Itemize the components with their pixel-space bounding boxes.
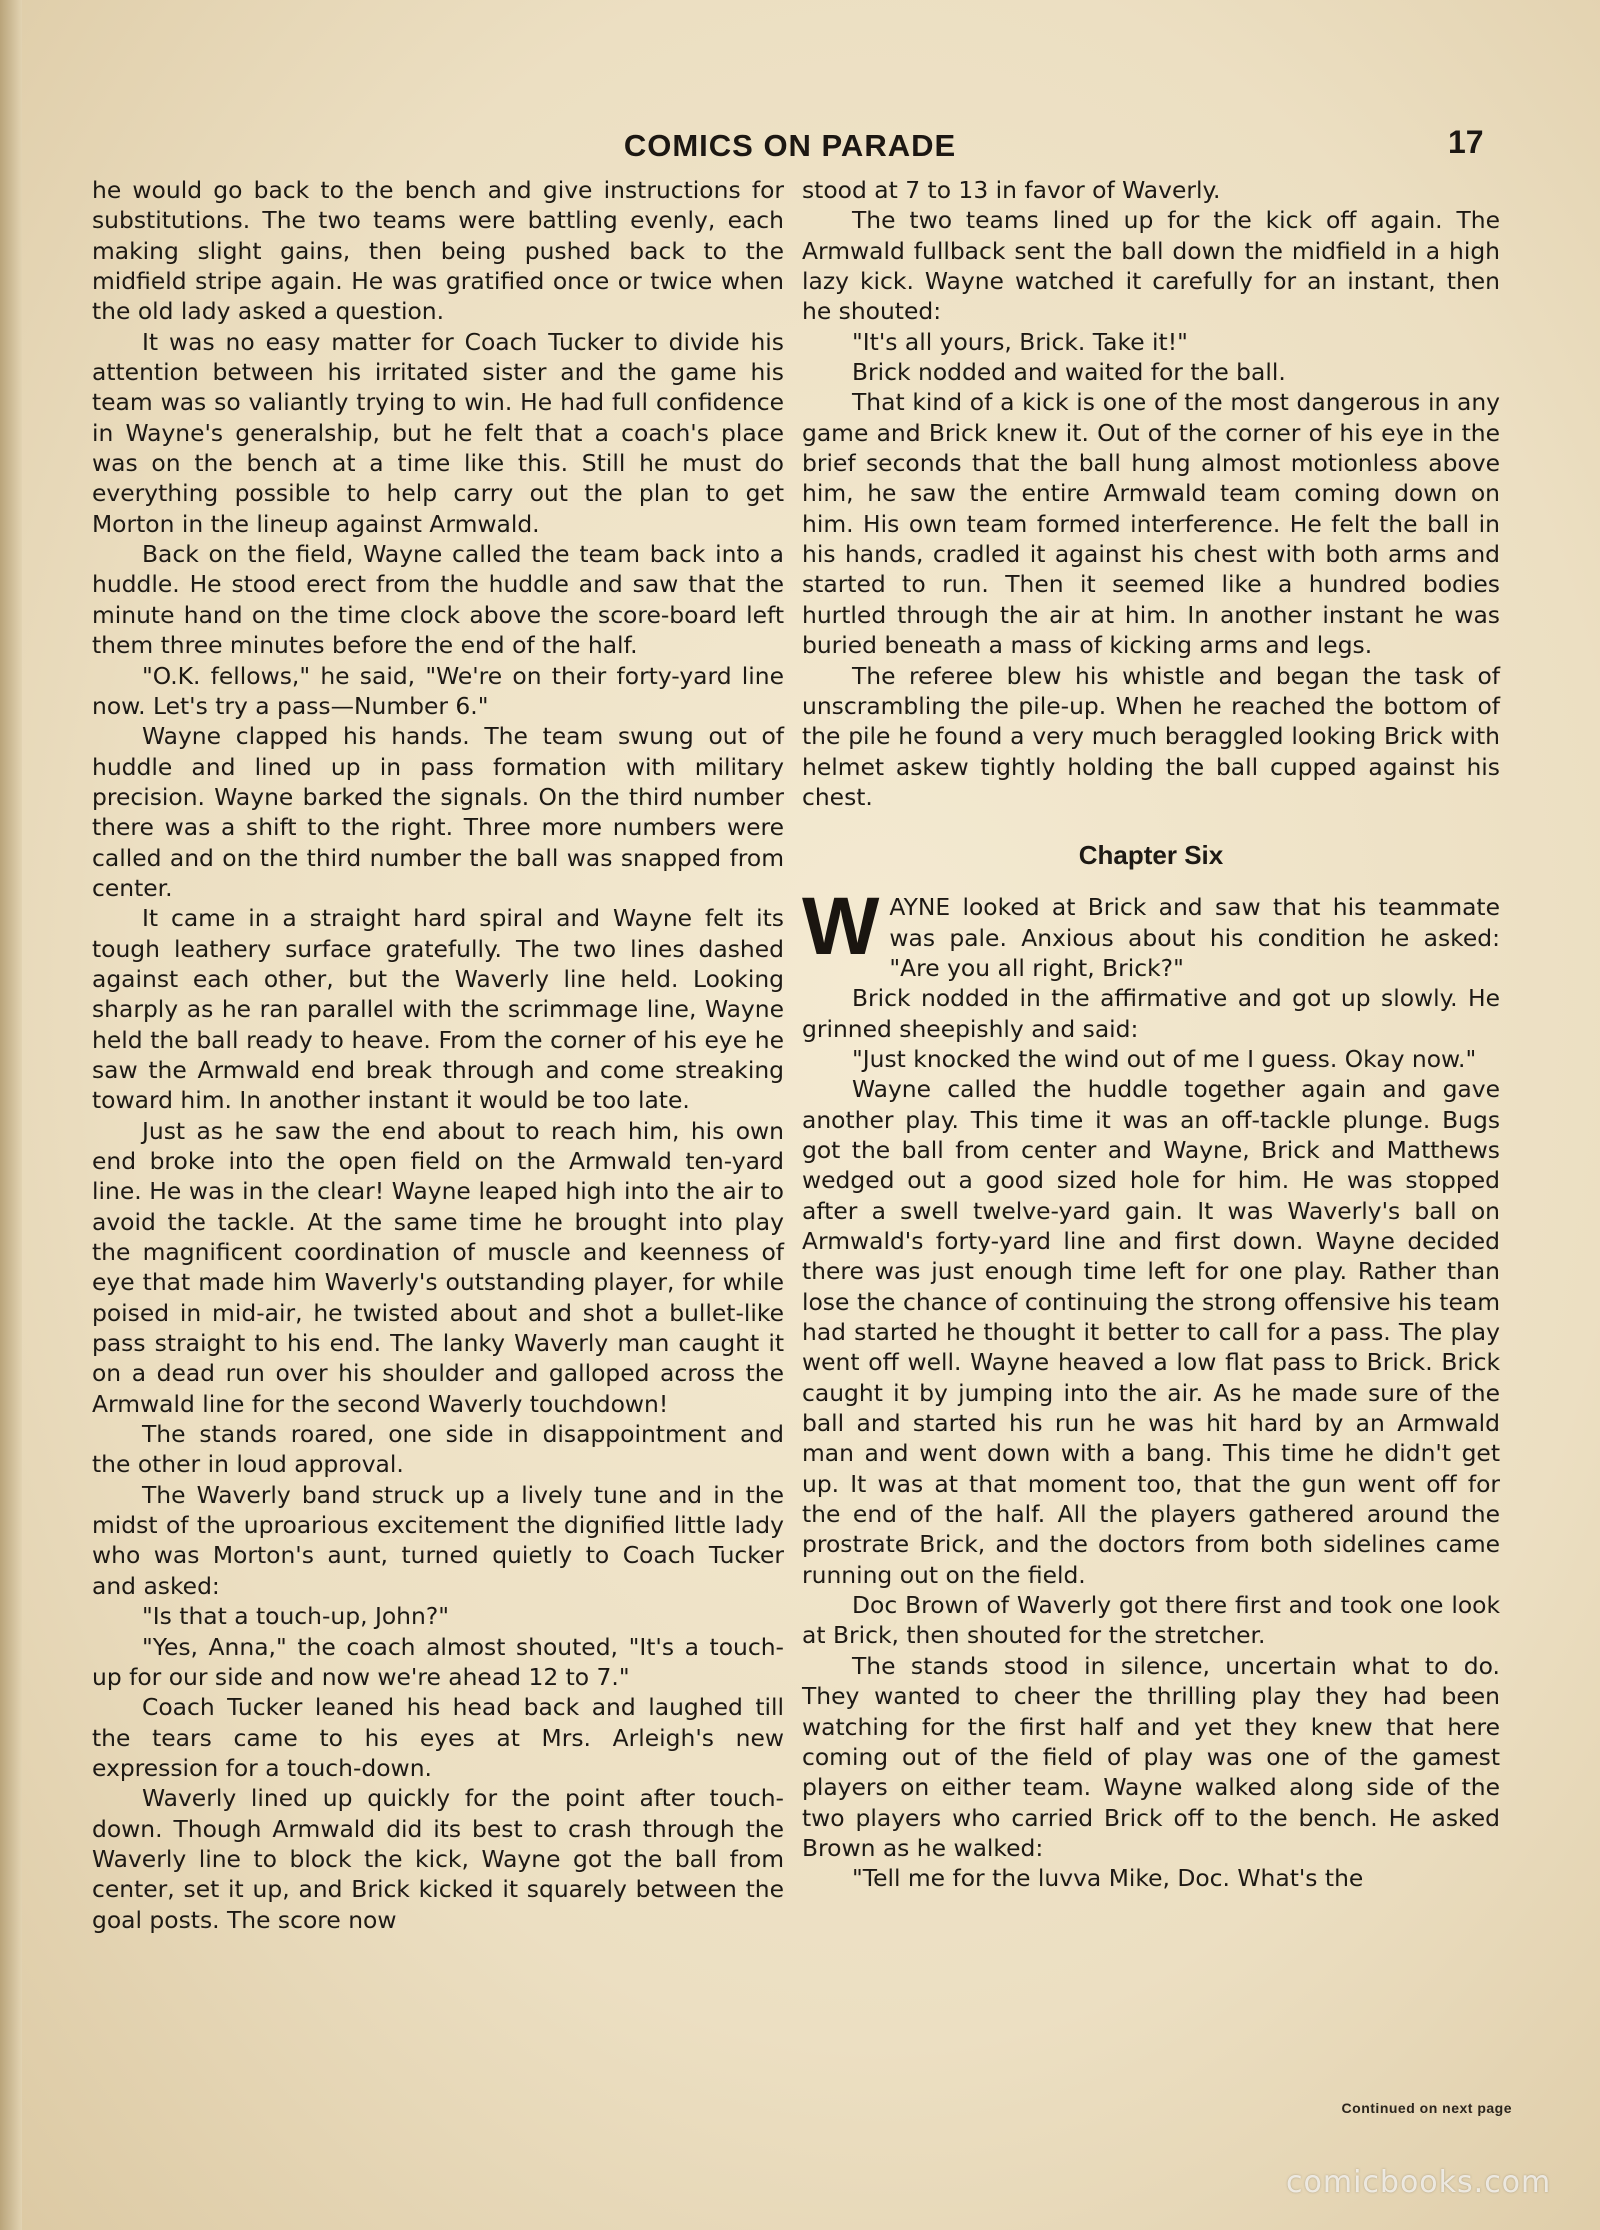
paragraph: "Just knocked the wind out of me I guess. Okay now." <box>852 1044 1477 1073</box>
paragraph: "O.K. fellows," he said, "We're on their forty-yard line now. Let's try a pass—Number 6." <box>92 661 784 720</box>
paragraph: "It's all yours, Brick. Take it!" <box>852 327 1188 356</box>
paragraph: he would go back to the bench and give instructions for substitutions. The two teams were battling evenly, each making slight gains, then being pushed back to the midfield stripe again. He was gratified once or twice when the old lady asked a question. <box>92 176 784 326</box>
paragraph: Brick nodded in the affirmative and got up slowly. He grinned sheepishly and said: <box>802 984 1500 1043</box>
paragraph: It came in a straight hard spiral and Wayne felt its tough leathery surface gratefully. The two lines dashed against each other, but the Waverly line held. Looking sharply as he ran parallel with the scrimmage line, Wayne held the ball ready to heave. From the corner of his eye he saw the Armwald end break through and come streaking toward him. In another instant it would be too late. <box>92 904 784 1115</box>
paragraph: The two teams lined up for the kick off again. The Armwald fullback sent the ball down the midfield in a high lazy kick. Wayne watched it carefully for an instant, then he shouted: <box>802 206 1500 326</box>
paragraph: stood at 7 to 13 in favor of Waverly. <box>802 176 1221 204</box>
paragraph: The Waverly band struck up a lively tune and in the midst of the uproarious excitement the dignified little lady who was Morton's aunt, turned quietly to Coach Tucker and asked: <box>92 1480 784 1600</box>
paragraph: Doc Brown of Waverly got there first and took one look at Brick, then shouted for the stretcher. <box>802 1591 1500 1650</box>
paragraph: The stands stood in silence, uncertain what to do. They wanted to cheer the thrilling play they had been watching for the first half and yet they knew that here coming out of the field of play was one of the gamest players on either team. Wayne walked along side of the two players who carried Brick off to the bench. He asked Brown as he walked: <box>802 1651 1500 1862</box>
paragraph: Coach Tucker leaned his head back and laughed till the tears came to his eyes at Mrs. Arleigh's new expression for a touch-down. <box>92 1693 784 1782</box>
paragraph: "Tell me for the luvva Mike, Doc. What's the <box>852 1864 1364 1893</box>
paragraph: The stands roared, one side in disappointment and the other in loud approval. <box>92 1420 784 1479</box>
page-number: 17 <box>1448 124 1484 160</box>
opening-text: AYNE looked at Brick and saw that his teammate was pale. Anxious about his condition he asked: "Are you all right, Brick?" <box>889 893 1500 982</box>
right-text-column <box>802 175 1500 1894</box>
paragraph: "Yes, Anna," the coach almost shouted, "It's a touch-up for our side and now we're ahead 12 to 7." <box>92 1632 784 1691</box>
continued-note: Continued on next page <box>1341 2100 1512 2116</box>
drop-cap-letter: W <box>802 881 880 973</box>
site-watermark: comicbooks.com <box>1286 2165 1552 2200</box>
page-header-title: COMICS ON PARADE <box>623 128 957 163</box>
paragraph: That kind of a kick is one of the most dangerous in any game and Brick knew it. Out of the corner of his eye in the brief seconds that the ball hung almost motionless above him, he saw the entire Armwald team coming down on him. His own team formed interference. He felt the ball in his hands, cradled it against his chest with both arms and started to run. Then it seemed like a hundred bodies hurtled through the air at him. In another instant he was buried beneath a mass of kicking arms and legs. <box>802 388 1500 660</box>
chapter-opening-paragraph <box>802 881 1500 983</box>
paragraph: Back on the field, Wayne called the team back into a huddle. He stood erect from the huddle and saw that the minute hand on the time clock above the score-board left them three minutes before the end of the half. <box>92 540 784 660</box>
paragraph: The referee blew his whistle and began the task of unscrambling the pile-up. When he reached the bottom of the pile he found a very much beraggled looking Brick with helmet askew tightly holding the ball cupped against his chest. <box>802 661 1500 811</box>
paragraph: Waverly lined up quickly for the point after touch-down. Though Armwald did its best to crash through the Waverly line to block the kick, Wayne got the ball from center, set it up, and Brick kicked it squarely between the goal posts. The score now <box>92 1784 784 1934</box>
paragraph: Wayne called the huddle together again and gave another play. This time it was an off-tackle plunge. Bugs got the ball from center and Wayne, Brick and Matthews wedged out a good sized hole for him. He was stopped after a swell twelve-yard gain. It was Waverly's ball on Armwald's forty-yard line and first down. Wayne decided there was just enough time left for one play. Rather than lose the chance of continuing the strong offensive his team had started he thought it better to call for a pass. The play went off well. Wayne heaved a low flat pass to Brick. Brick caught it by jumping into the air. As he made sure of the ball and started his run he was hit hard by an Armwald man and went down with a bang. This time he didn't get up. It was at that moment too, that the gun went off for the end of the half. All the players gathered around the prostrate Brick, and the doctors from both sidelines came running out on the field. <box>802 1075 1500 1589</box>
paragraph: It was no easy matter for Coach Tucker to divide his attention between his irritated sister and the game his team was so valiantly trying to win. He had full confidence in Wayne's generalship, but he felt that a coach's place was on the bench at a time like this. Still he must do everything possible to help carry out the plan to get Morton in the lineup against Armwald. <box>92 327 784 538</box>
left-text-column <box>92 175 784 1935</box>
paragraph: Just as he saw the end about to reach him, his own end broke into the open field on the Armwald ten-yard line. He was in the clear! Wayne leaped high into the air to avoid the tackle. At the same time he brought into play the magnificent coordination of muscle and keenness of eye that made him Waverly's outstanding player, for while poised in mid-air, he twisted about and shot a bullet-like pass straight to his end. The lanky Waverly man caught it on a dead run over his shoulder and galloped across the Armwald line for the second Waverly touchdown! <box>92 1116 784 1418</box>
paragraph: Wayne clapped his hands. The team swung out of huddle and lined up in pass formation with military precision. Wayne barked the signals. On the third number there was a shift to the right. Three more numbers were called and on the third number the ball was snapped from center. <box>92 722 784 902</box>
paragraph: Brick nodded and waited for the ball. <box>852 358 1286 387</box>
chapter-heading: Chapter Six <box>1078 840 1224 871</box>
paragraph: "Is that a touch-up, John?" <box>142 1602 449 1631</box>
page-spine-shadow <box>0 0 22 2230</box>
